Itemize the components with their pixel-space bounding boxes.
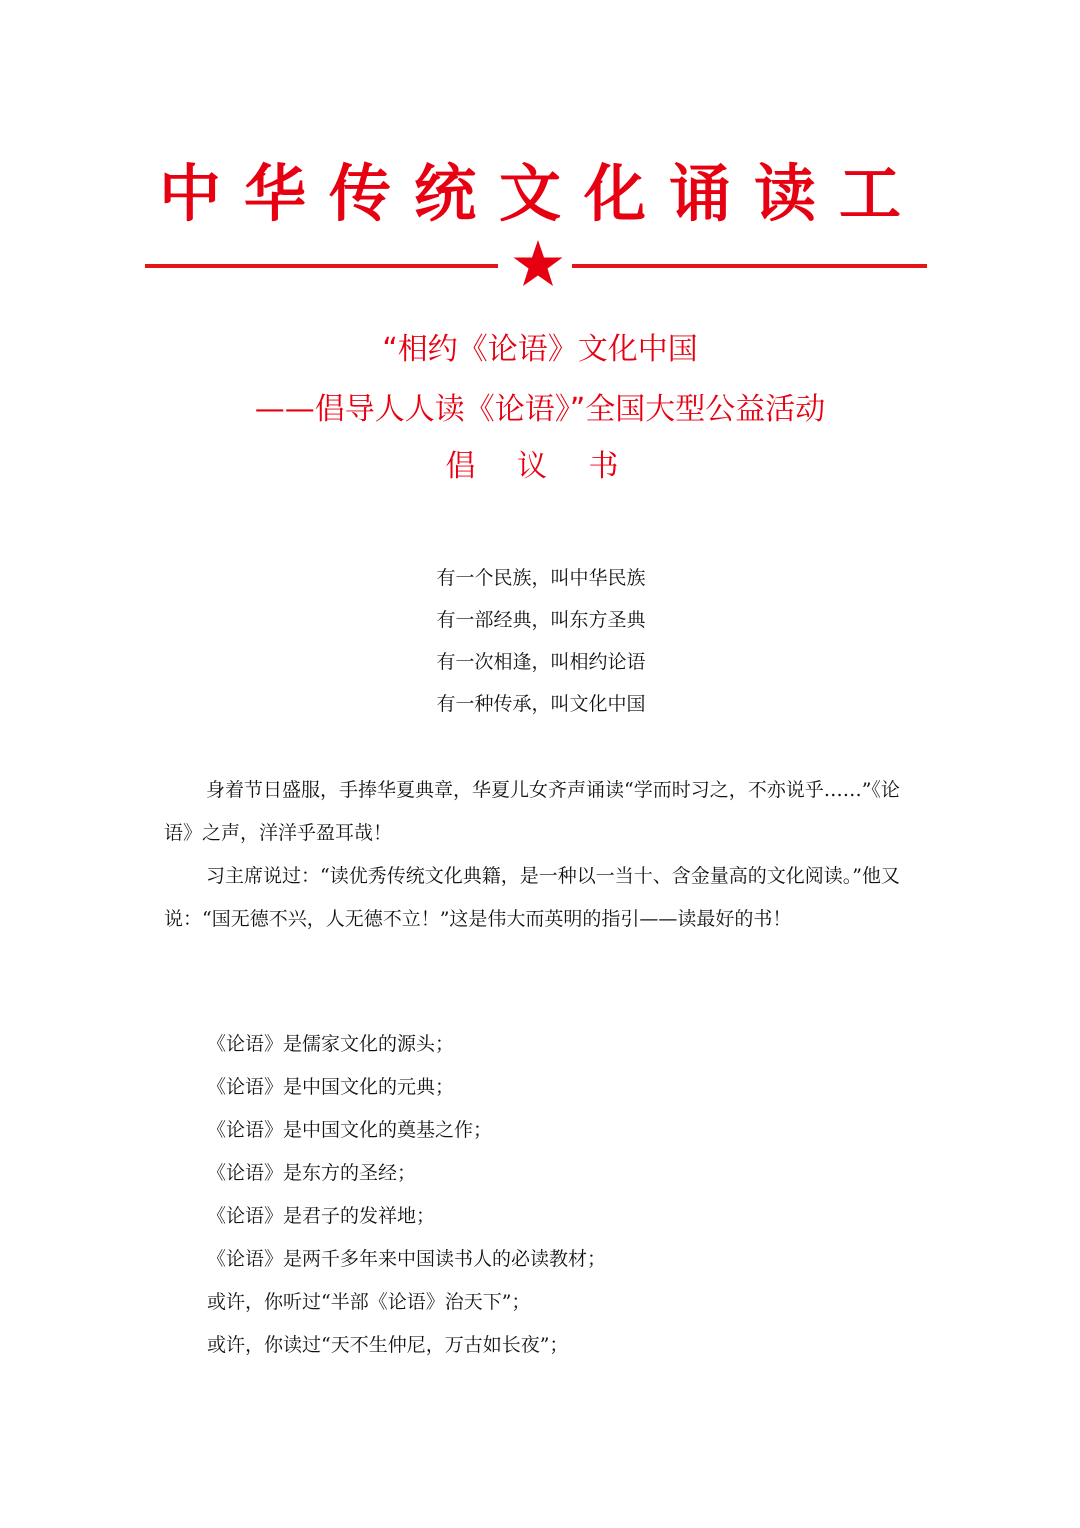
list-item: 《论语》是东方的圣经； bbox=[207, 1162, 417, 1184]
list-item: 《论语》是两千多年来中国读书人的必读教材； bbox=[207, 1248, 607, 1270]
lunyu-statements bbox=[207, 1023, 927, 1367]
poem-line: 有一次相逢，叫相约论语 bbox=[436, 651, 646, 673]
document-title bbox=[150, 148, 910, 228]
document-type-heading: 倡 议 书 bbox=[445, 449, 635, 484]
poem-line: 有一种传承，叫文化中国 bbox=[436, 693, 646, 715]
list-item: 《论语》是中国文化的元典； bbox=[207, 1076, 455, 1098]
divider-line-right bbox=[572, 264, 927, 268]
divider-line-left bbox=[145, 264, 498, 268]
title-char: 统 bbox=[413, 156, 476, 230]
body-paragraph: 习主席说过：“读优秀传统文化典籍，是一种以一当十、含金量高的文化阅读。”他又说：“国无德不兴，人无德不立！”这是伟大而英明的指引——读最好的书！ bbox=[164, 865, 900, 930]
subtitle-line-2: ——倡导人人读《论语》”全国大型公益活动 bbox=[254, 392, 826, 427]
list-item: 或许，你读过“天不生仲尼，万古如长夜”； bbox=[207, 1334, 569, 1356]
title-char: 文 bbox=[498, 156, 561, 230]
title-char: 诵 bbox=[668, 156, 731, 230]
opening-poem bbox=[0, 557, 1080, 725]
list-item: 或许，你听过“半部《论语》治天下”； bbox=[207, 1291, 531, 1313]
subtitle-line-1: “相约《论语》文化中国 bbox=[382, 332, 698, 367]
title-char: 工 bbox=[838, 156, 901, 230]
star-icon bbox=[512, 238, 564, 290]
list-item: 《论语》是儒家文化的源头； bbox=[207, 1033, 455, 1055]
title-char: 华 bbox=[243, 156, 306, 230]
title-char: 中 bbox=[158, 156, 221, 230]
list-item: 《论语》是中国文化的奠基之作； bbox=[207, 1119, 493, 1141]
poem-line: 有一部经典，叫东方圣典 bbox=[436, 609, 646, 631]
body-paragraph: 身着节日盛服，手捧华夏典章，华夏儿女齐声诵读“学而时习之，不亦说乎……”《论语》之声，洋洋乎盈耳哉！ bbox=[164, 779, 900, 844]
list-item: 《论语》是君子的发祥地； bbox=[207, 1205, 436, 1227]
title-char: 读 bbox=[753, 156, 816, 230]
title-char: 化 bbox=[583, 156, 646, 230]
poem-line: 有一个民族，叫中华民族 bbox=[436, 567, 646, 589]
title-char: 传 bbox=[328, 156, 391, 230]
